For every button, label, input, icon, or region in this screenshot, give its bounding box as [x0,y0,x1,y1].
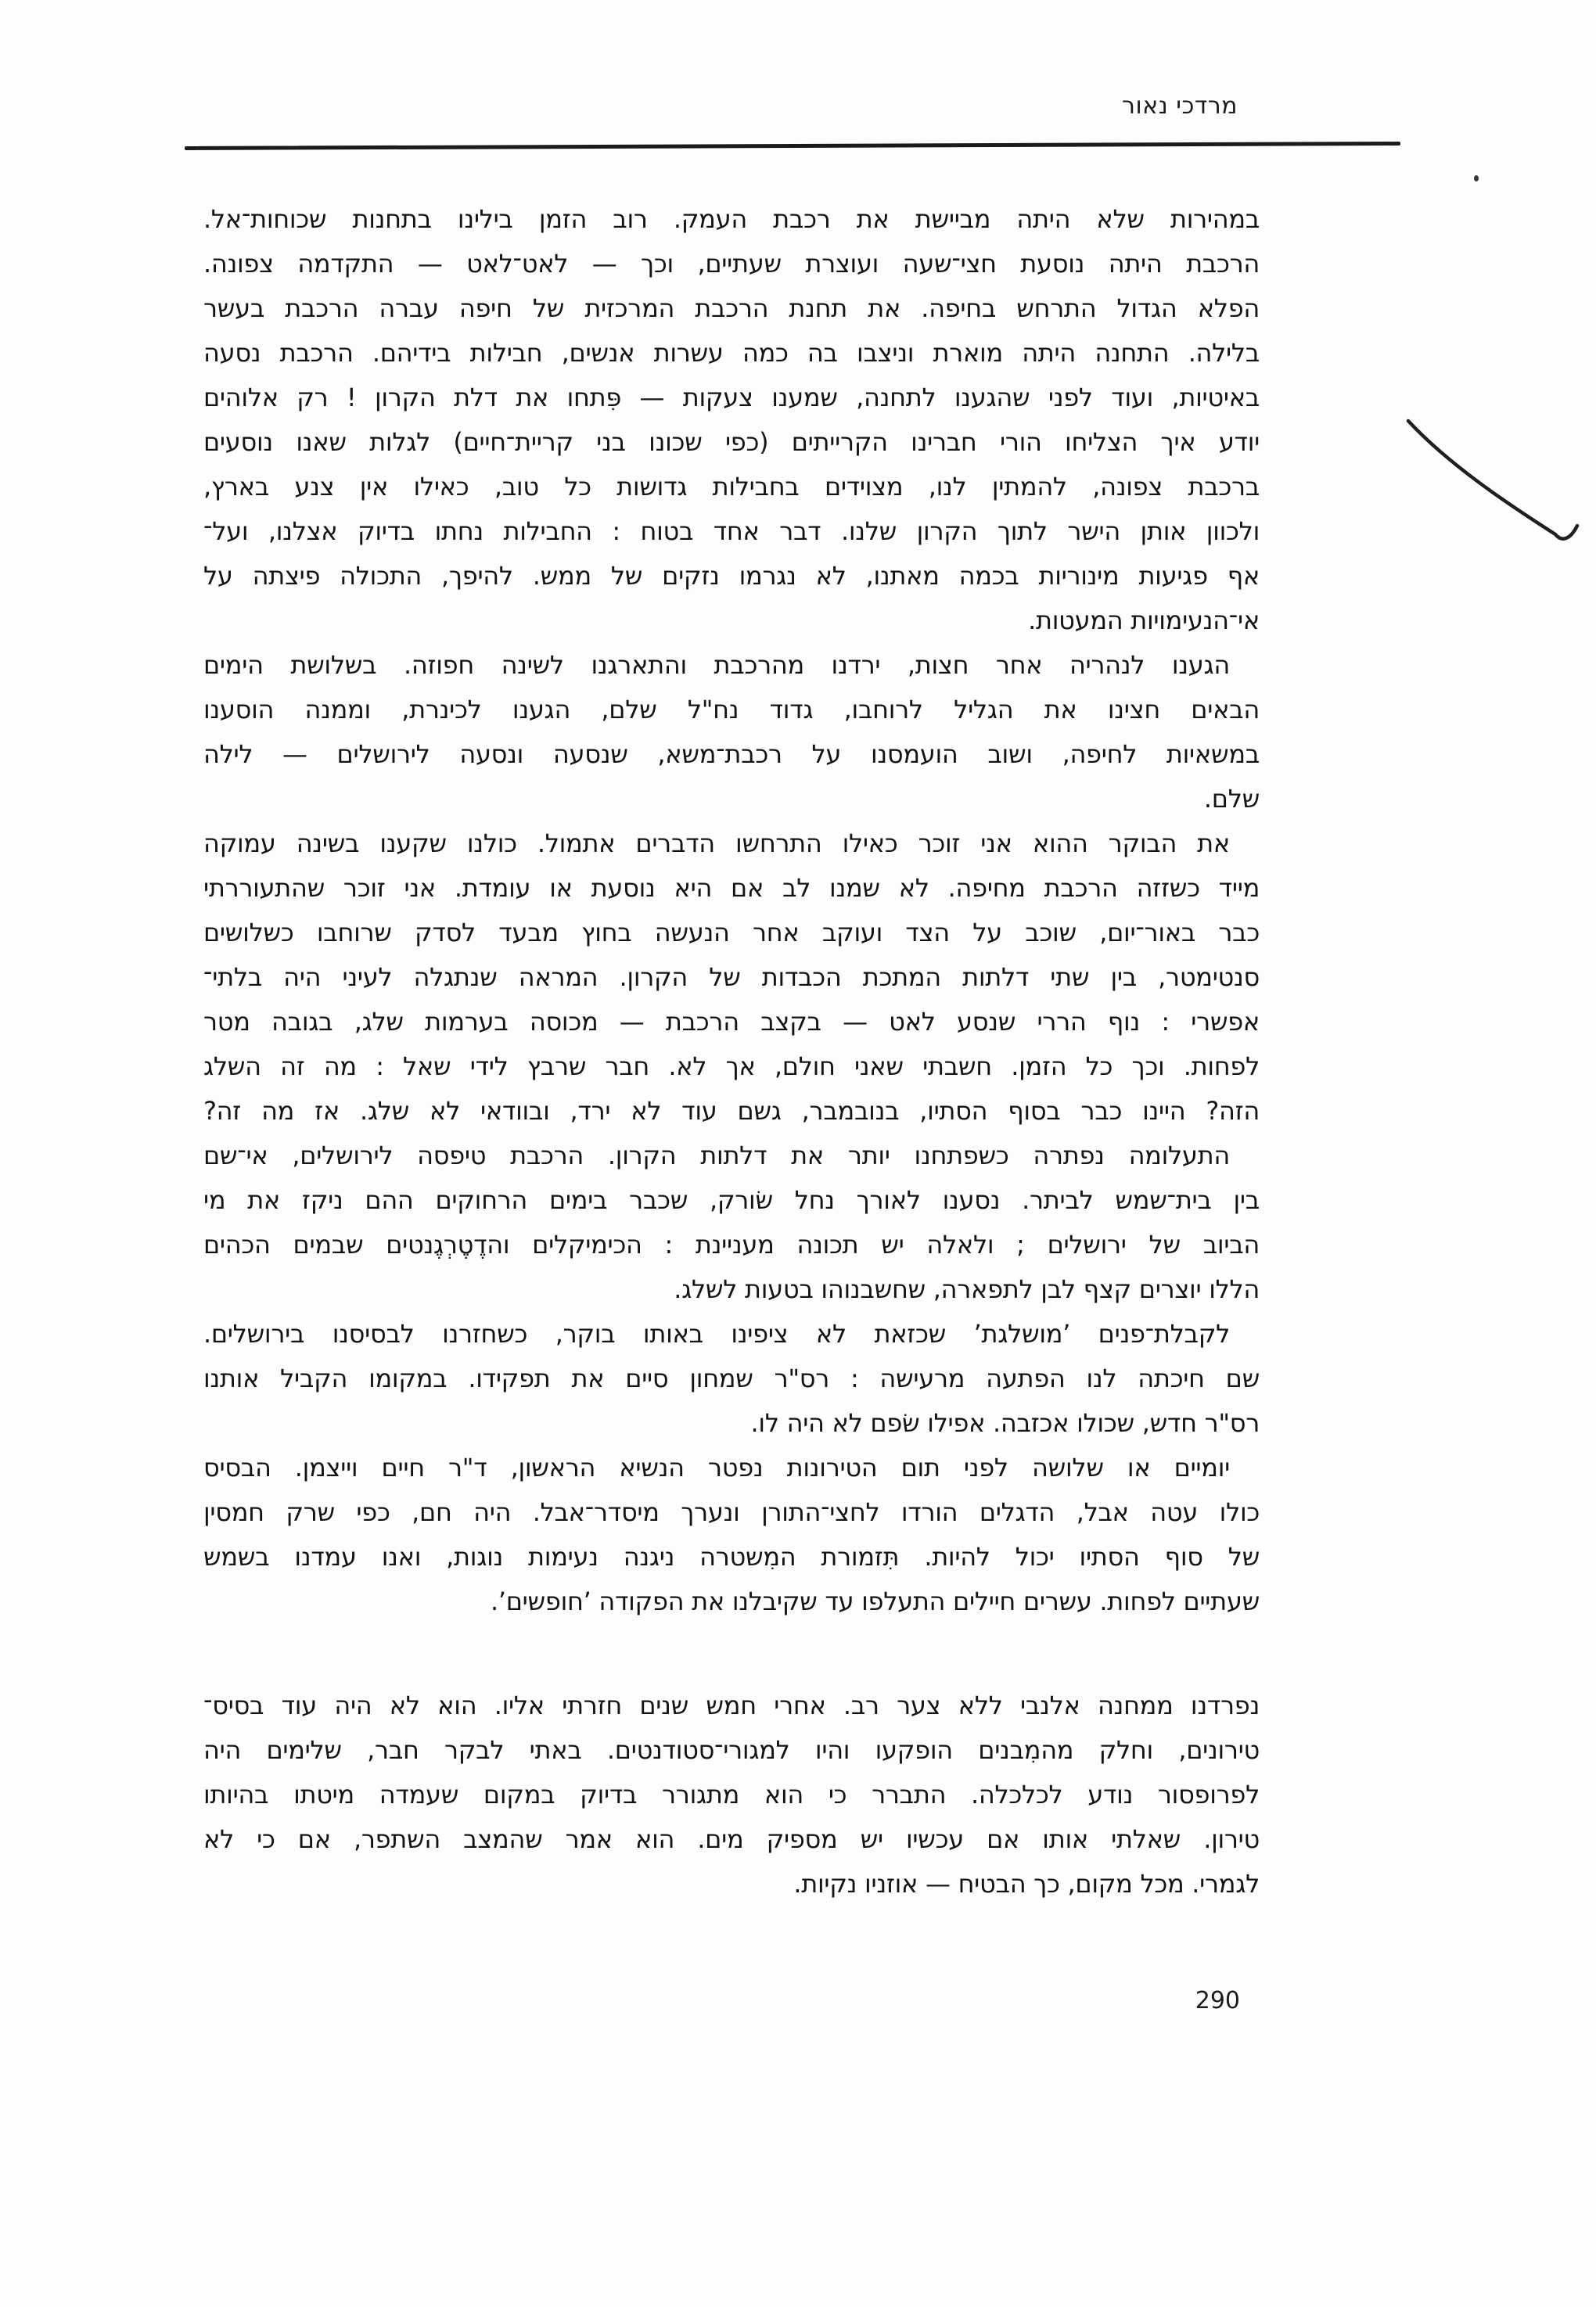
paragraph [203,197,1260,643]
text-line: לגמרי. מכל מקום, כך הבטיח — אוזניו נקיות. [793,1869,1260,1899]
text-line: רס"ר חדש, שכולו אכזבה. אפילו שׂפם לא היה לו. [750,1408,1260,1438]
text-line: התעלומה נפתרה כשפתחנו יותר את דלתות הקרון. הרכבת טיפסה לירושלים, אי־שם [203,1141,1230,1170]
text-line: של סוף הסתיו יכול להיות. תִּזמורת המִשטרה ניגנה נעימות נוגות, ואנו עמדנו בשמש [203,1542,1260,1572]
page-number: 290 [1195,1987,1240,2014]
text-block [203,197,1260,1906]
pen-stroke-mark [1402,416,1596,561]
header-rule [185,142,1400,150]
paragraph [203,643,1260,821]
paragraph [203,1446,1260,1624]
text-line: לקבלת־פנים ’מושלגת’ שכזאת לא ציפינו באותו בוקר, כשחזרנו לבסיסנו בירושלים. [203,1319,1230,1349]
text-line: ולכוון אותן הישר לתוך הקרון שלנו. דבר אחד בטוח : החבילות נחתו בדיוק אצלנו, ועל־ [203,516,1260,546]
text-line: הבאים חצינו את הגליל לרוחבו, גדוד נח"ל שלם, הגענו לכינרת, וממנה הוסענו [203,695,1260,724]
text-line: הזה? היינו כבר בסוף הסתיו, בנובמבר, גשם עוד לא ירד, ובוודאי לא שלג. אז מה זה? [203,1096,1260,1126]
text-line: הגענו לנהריה אחר חצות, ירדנו מהרכבת והתארגנו לשינה חפוזה. בשלושת הימים [203,650,1230,680]
text-line: שלם. [1203,784,1260,814]
text-line: סנטימטר, בין שתי דלתות המתכת הכבדות של הקרון. המראה שנתגלה לעיני היה בלתי־ [203,962,1260,992]
text-line: שעתיים לפחות. עשרים חיילים התעלפו עד שקיבלנו את הפקודה ’חופשים’. [491,1587,1260,1616]
ink-speck [1474,175,1479,181]
text-line: כבר באור־יום, שוכב על הצד ועוקב אחר הנעשה בחוץ מבעד לסדק שרוחבו כשלושים [203,918,1260,947]
paragraph [203,1134,1260,1312]
running-header-author: מרדכי נאור [1122,92,1238,120]
text-line: מייד כשזזה הרכבת מחיפה. לא שמנו לב אם היא נוסעת או עומדת. אני זוכר שהתעוררתי [203,873,1260,903]
paragraph [203,1684,1260,1906]
text-line: באיטיות, ועוד לפני שהגענו לתחנה, שמענו צעקות — פִּתחו את דלת הקרון ! רק אלוהים [203,383,1260,412]
text-line: הפלא הגדול התרחש בחיפה. את תחנת הרכבת המרכזית של חיפה עברה הרכבת בעשר [203,293,1260,323]
text-line: יודע איך הצליחו הורי חברינו הקרייתים (כפי שכונו בני קריית־חיים) לגלות שאנו נוסעים [203,427,1260,457]
text-line: בלילה. התחנה היתה מוארת וניצבו בה כמה עשרות אנשים, חבילות בידיהם. הרכבת נסעה [203,338,1260,368]
text-line: לפחות. וכך כל הזמן. חשבתי שאני חולם, אך לא. חבר שרבץ לידי שאל : מה זה השלג [203,1051,1260,1081]
text-line: אף פגיעות מינוריות בכמה מאתנו, לא נגרמו נזקים של ממש. להיפך, התכולה פיצתה על [203,561,1260,591]
text-line: הללו יוצרים קצף לבן לתפארה, שחשבנוהו בטעות לשלג. [674,1274,1260,1304]
text-line: אי־הנעימויות המעטות. [1028,605,1260,635]
text-line: בין בית־שמש לביתר. נסענו לאורך נחל שׂורק, שכבר בימים הרחוקים ההם ניקז את מי [203,1185,1260,1215]
text-line: יומיים או שלושה לפני תום הטירונות נפטר הנשיא הראשון, ד"ר חיים וייצמן. הבסיס [203,1453,1230,1482]
text-line: כולו עטה אבל, הדגלים הורדו לחצי־התורן ונערך מיסדר־אבל. היה חם, כפי שרק חמסין [203,1497,1260,1527]
text-line: לפרופסור נודע לכלכלה. התברר כי הוא מתגורר בדיוק במקום שעמדה מיטתו בהיותו [203,1780,1260,1809]
text-line: אפשרי : נוף הררי שנסע לאט — בקצב הרכבת — מכוסה בערמות שלג, בגובה מטר [203,1007,1260,1037]
text-line: הביוב של ירושלים ; ולאלה יש תכונה מעניינת : הכימיקלים והדֶטֶרְגֶנטים שבמים הכהים [203,1230,1260,1260]
paragraph [203,821,1260,1134]
text-line: את הבוקר ההוא אני זוכר כאילו התרחשו הדברים אתמול. כולנו שקענו בשינה עמוקה [203,828,1230,858]
text-line: נפרדנו ממחנה אלנבי ללא צער רב. אחרי חמש שנים חזרתי אליו. הוא לא היה עוד בסיס־ [203,1691,1260,1720]
text-line: שם חיכתה לנו הפתעה מרעישה : רס"ר שמחון סיים את תפקידו. במקומו הקביל אותנו [203,1364,1260,1393]
text-line: טירון. שאלתי אותו אם עכשיו יש מספיק מים. הוא אמר שהמצב השתפר, אם כי לא [203,1824,1260,1854]
text-line: במשאיות לחיפה, ושוב הועמסנו על רכבת־משא, שנסעה ונסעה לירושלים — לילה [203,739,1260,769]
text-line: הרכבת היתה נוסעת חצי־שעה ועוצרת שעתיים, וכך — לאט־לאט — התקדמה צפונה. [203,249,1260,278]
paragraph [203,1312,1260,1446]
text-line: טירונים, וחלק מהמִבנים הופקעו והיו למגורי־סטודנטים. באתי לבקר חבר, שלימים היה [203,1735,1260,1765]
text-line: במהירות שלא היתה מביישת את רכבת העמק. רוב הזמן בילינו בתחנות שכוחות־אל. [203,204,1260,234]
text-line: ברכבת צפונה, להמתין לנו, מצוידים בחבילות גדושות כל טוב, כאילו אין צנע בארץ, [203,472,1260,501]
